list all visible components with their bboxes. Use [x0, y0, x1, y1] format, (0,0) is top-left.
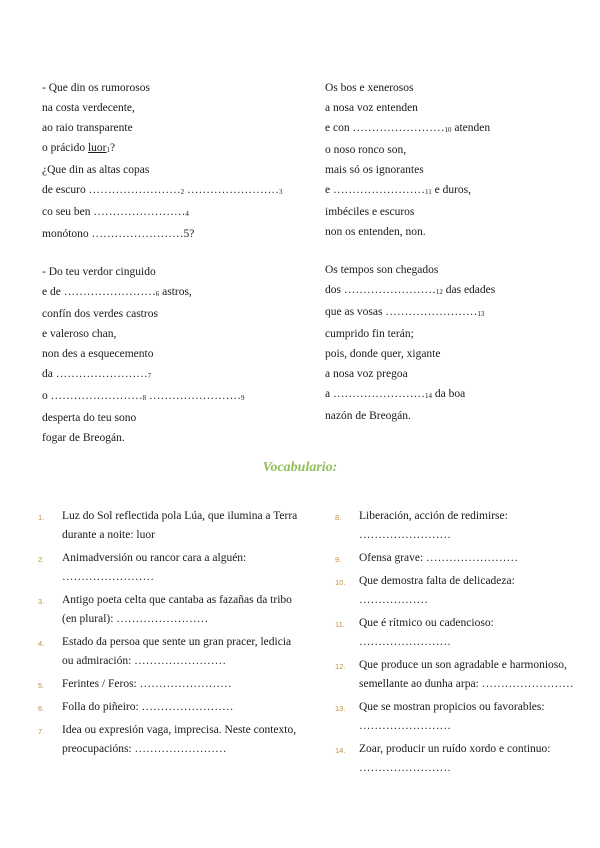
poem-line: dos ……………………12 das edades — [325, 284, 496, 296]
vocabulary-item-number: 6. — [38, 704, 45, 713]
poem-line: ao raio transparente — [42, 122, 133, 134]
vocabulary-item-text: durante a noite: luor — [62, 529, 155, 541]
poem-line: nazón de Breogán. — [325, 410, 411, 422]
poem-line: non os entenden, non. — [325, 226, 426, 238]
vocabulary-item-text: Zoar, producir un ruído xordo e continuo: — [359, 743, 551, 755]
poem-line: e valeroso chan, — [42, 328, 117, 340]
vocabulary-item — [38, 507, 306, 545]
poem-line: ¿Que din as altas copas — [42, 164, 150, 176]
poem-line: o prácido luor1? — [42, 142, 116, 154]
vocabulary-item-text: Que produce un son agradable e harmonioso, — [359, 659, 567, 671]
vocabulary-item-text: Antigo poeta celta que cantaba as fazañas da tribo — [62, 594, 292, 606]
vocabulary-list-left — [38, 507, 306, 763]
poem-line: non des a esquecemento — [42, 348, 154, 360]
poem-line: mais só os ignorantes — [325, 164, 424, 176]
vocabulary-item — [38, 633, 306, 671]
luor-word: luor — [87, 142, 107, 154]
vocabulary-item-text: …………………… — [62, 571, 154, 583]
vocabulary-item-number: 10. — [335, 578, 346, 587]
poem-line: co seu ben ……………………4 — [42, 206, 189, 218]
vocabulary-item-number: 8. — [335, 513, 342, 522]
vocabulary-item-number: 1. — [38, 513, 45, 522]
poem-line: que as vosas ……………………13 — [325, 306, 485, 318]
vocabulary-item — [38, 591, 306, 629]
poem-line: a ……………………14 da boa — [325, 388, 466, 400]
vocabulary-item — [335, 614, 580, 652]
vocabulary-item — [38, 675, 306, 694]
poem-line: a nosa voz pregoa — [325, 368, 408, 380]
vocabulary-item-text: Animadversión ou rancor cara a alguén: — [62, 552, 247, 564]
poem-line: da ……………………7 — [42, 368, 152, 380]
vocabulary-item-text: Ferintes / Feros: …………………… — [62, 678, 232, 690]
vocabulary-item — [38, 549, 306, 587]
vocabulary-item-number: 2. — [38, 555, 45, 564]
vocabulary-item-text: preocupacións: …………………… — [62, 743, 227, 755]
vocabulary-item-text: Liberación, acción de redimirse: …………………… — [359, 510, 508, 541]
vocabulary-item-text: Idea ou expresión vaga, imprecisa. Neste contexto, — [62, 724, 297, 736]
poem-right-column — [325, 78, 495, 426]
vocabulary-item-text: Folla do piñeiro: …………………… — [62, 701, 234, 713]
poem-line: imbéciles e escuros — [325, 206, 415, 218]
vocabulary-item-number: 5. — [38, 681, 45, 690]
vocabulary-item-number: 7. — [38, 727, 45, 736]
vocabulary-item-text: Que demostra falta de delicadeza: ……………… — [359, 575, 515, 606]
vocabulary-item-text: semellante ao dunha arpa: …………………… — [359, 678, 574, 690]
vocabulary-item — [335, 507, 580, 545]
poem-line: e ……………………11 e duros, — [325, 184, 472, 196]
vocabulary-item-number: 3. — [38, 597, 45, 606]
vocabulary-item-text: …………………… — [359, 762, 451, 774]
poem-line: monótono ……………………5? — [42, 228, 195, 240]
vocabulary-item-number: 14. — [335, 746, 346, 755]
poem-line: - Que din os rumorosos — [42, 82, 150, 94]
poem-line: Os bos e xenerosos — [325, 82, 414, 94]
vocabulary-list-right — [335, 507, 580, 782]
poem-line: e de ……………………6 astros, — [42, 286, 192, 298]
poem-line: Os tempos son chegados — [325, 264, 439, 276]
vocabulary-item-number: 13. — [335, 704, 346, 713]
vocabulary-item-number: 4. — [38, 639, 45, 648]
vocabulary-item-number: 11. — [335, 620, 345, 629]
poem-line: e con ……………………10 atenden — [325, 122, 491, 134]
poem-line: fogar de Breogán. — [42, 432, 125, 444]
poem-line: pois, donde quer, xigante — [325, 348, 441, 360]
vocabulary-item-text: Estado da persoa que sente un gran pracer, ledicia — [62, 636, 292, 648]
poem-line: confín dos verdes castros — [42, 308, 158, 320]
poem-line: desperta do teu sono — [42, 412, 137, 424]
vocabulary-item — [38, 698, 306, 717]
vocabulary-item — [335, 656, 580, 694]
vocabulary-item — [335, 740, 580, 778]
poem-line: - Do teu verdor cinguido — [42, 266, 156, 278]
poem-left-column — [42, 78, 283, 448]
poem-line: cumprido fin terán; — [325, 328, 414, 340]
vocabulary-item — [335, 698, 580, 736]
vocabulary-item — [38, 721, 306, 759]
vocabulary-item-text: Que é rítmico ou cadencioso: …………………… — [359, 617, 494, 648]
vocabulary-item — [335, 549, 580, 568]
vocabulary-item-text: ou admiración: …………………… — [62, 655, 227, 667]
vocabulary-item-text: Que se mostran propicios ou favorables: — [359, 701, 545, 713]
vocabulary-item-text: Ofensa grave: …………………… — [359, 552, 519, 564]
poem-line: a nosa voz entenden — [325, 102, 418, 114]
vocabulary-item-text: Luz do Sol reflectida pola Lúa, que ilumina a Terra — [62, 510, 298, 522]
vocabulary-title: Vocabulario: — [262, 460, 338, 475]
poem-line: de escuro ……………………2 ……………………3 — [42, 184, 283, 196]
vocabulary-item-text: …………………… — [359, 720, 451, 732]
poem-line: o noso ronco son, — [325, 144, 407, 156]
poem-line: na costa verdecente, — [42, 102, 135, 114]
vocabulary-item-number: 9. — [335, 555, 342, 564]
vocabulary-item-number: 12. — [335, 662, 346, 671]
vocabulary-item — [335, 572, 580, 610]
vocabulary-item-text: (en plural): …………………… — [62, 613, 209, 625]
poem-line: o ……………………8 ……………………9 — [42, 390, 245, 402]
